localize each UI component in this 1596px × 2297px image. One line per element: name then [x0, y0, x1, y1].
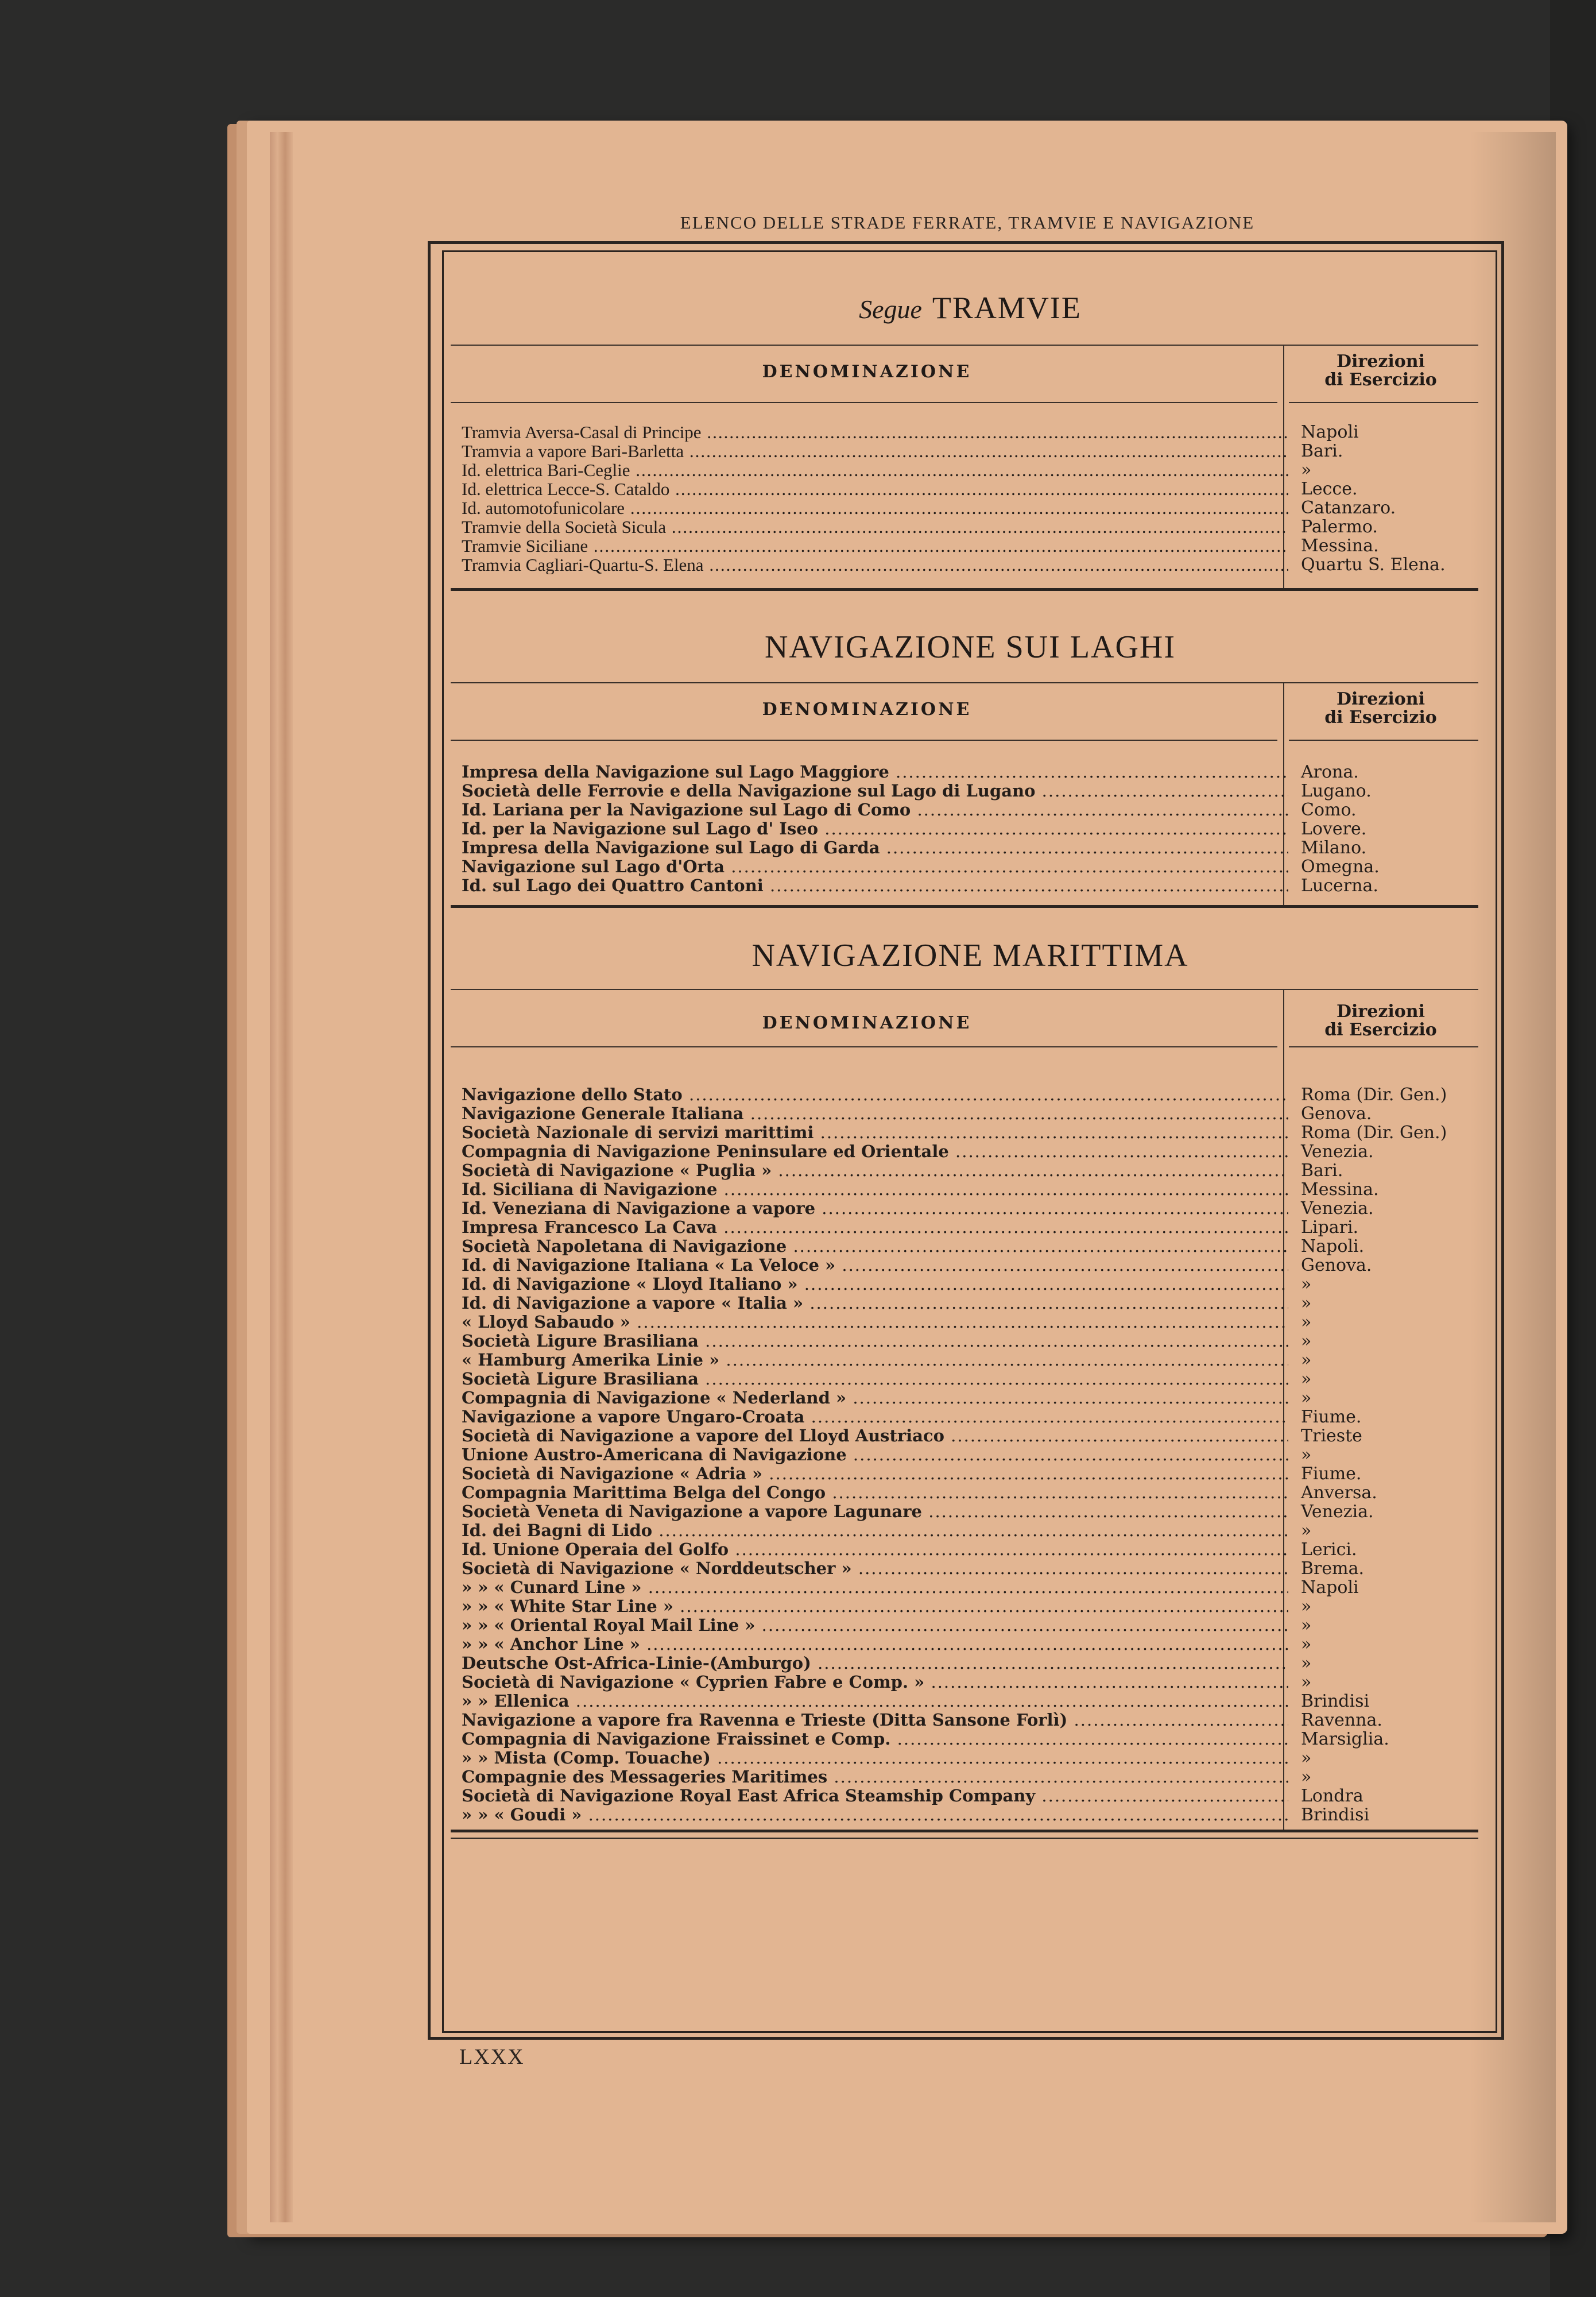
- table-row: [462, 838, 1495, 857]
- row-denominazione: Tramvie Siciliane .....: [462, 536, 1288, 555]
- row-denominazione: Id. Veneziana di Navigazione a vapore .....: [462, 1199, 1288, 1218]
- col-denominazione: DENOMINAZIONE: [762, 362, 972, 382]
- table-row: [462, 1104, 1495, 1123]
- row-direzione: Messina.: [1301, 1180, 1379, 1200]
- col-denominazione: DENOMINAZIONE: [762, 699, 972, 720]
- row-direzione: »: [1301, 1615, 1312, 1635]
- row-direzione: Genova.: [1301, 1104, 1372, 1124]
- row-direzione: Londra: [1301, 1786, 1363, 1806]
- row-direzione: »: [1301, 1274, 1312, 1294]
- row-direzione: Lecce.: [1301, 479, 1358, 499]
- row-direzione: Genova.: [1301, 1255, 1372, 1275]
- row-denominazione: Id. Lariana per la Navigazione sul Lago di Como .....: [462, 801, 1288, 819]
- row-direzione: Milano.: [1301, 838, 1367, 858]
- row-direzione: Roma (Dir. Gen.): [1301, 1123, 1447, 1143]
- table-row: [462, 517, 1495, 536]
- col-direzioni: [1283, 1003, 1478, 1039]
- table-row: [462, 1768, 1495, 1786]
- row-denominazione: » » « Goudi » .....: [462, 1805, 1288, 1824]
- row-denominazione: Tramvia Aversa-Casal di Principe .....: [462, 423, 1288, 442]
- segue-label: Segue: [859, 295, 922, 324]
- row-direzione: Venezia.: [1301, 1198, 1374, 1219]
- row-denominazione: Navigazione a vapore Ungaro-Croata .....: [462, 1407, 1288, 1426]
- col-direzioni-line1: Direzioni: [1337, 1001, 1425, 1022]
- row-direzione: Brindisi: [1301, 1805, 1370, 1825]
- table-row: [462, 1711, 1495, 1730]
- table-row: [462, 1749, 1495, 1768]
- row-denominazione: » » « Cunard Line » .....: [462, 1578, 1288, 1597]
- table-row: [462, 1445, 1495, 1464]
- row-direzione: »: [1301, 1293, 1312, 1313]
- row-direzione: »: [1301, 1634, 1312, 1654]
- table-row: [462, 1294, 1495, 1313]
- row-direzione: Venezia.: [1301, 1142, 1374, 1162]
- row-denominazione: Compagnia di Navigazione « Nederland » .....: [462, 1389, 1288, 1407]
- row-direzione: »: [1301, 1653, 1312, 1673]
- table-row: [462, 1692, 1495, 1711]
- row-direzione: Bari.: [1301, 441, 1343, 461]
- table-row: [462, 1786, 1495, 1805]
- row-direzione: Ravenna.: [1301, 1710, 1382, 1730]
- row-denominazione: Società Napoletana di Navigazione .....: [462, 1237, 1288, 1256]
- table-row: [462, 857, 1495, 876]
- laghi-list: [462, 763, 1495, 895]
- row-direzione: Omegna.: [1301, 857, 1380, 877]
- row-denominazione: Id. Unione Operaia del Golfo .....: [462, 1540, 1288, 1559]
- table-row: [462, 1730, 1495, 1749]
- row-denominazione: Id. Siciliana di Navigazione .....: [462, 1180, 1288, 1199]
- row-direzione: Anversa.: [1301, 1483, 1377, 1503]
- row-direzione: Quartu S. Elena.: [1301, 555, 1446, 575]
- table-row: [462, 1389, 1495, 1407]
- running-head: ELENCO DELLE STRADE FERRATE, TRAMVIE E NAVIGAZIONE: [680, 212, 1255, 233]
- table-row: [462, 1426, 1495, 1445]
- row-direzione: »: [1301, 1331, 1312, 1351]
- row-direzione: Lipari.: [1301, 1217, 1359, 1238]
- row-denominazione: Impresa della Navigazione sul Lago di Garda .....: [462, 838, 1288, 857]
- row-denominazione: Impresa Francesco La Cava .....: [462, 1218, 1288, 1237]
- row-denominazione: Società Ligure Brasiliana .....: [462, 1370, 1288, 1389]
- table-row: [462, 1540, 1495, 1559]
- page-edge: [270, 132, 293, 2222]
- row-denominazione: Tramvia Cagliari-Quartu-S. Elena .....: [462, 555, 1288, 574]
- row-direzione: »: [1301, 1748, 1312, 1768]
- row-denominazione: » » « White Star Line » .....: [462, 1597, 1288, 1616]
- row-denominazione: Società di Navigazione a vapore del Lloyd Austriaco .....: [462, 1426, 1288, 1445]
- row-denominazione: Società di Navigazione « Norddeutscher » .....: [462, 1559, 1288, 1578]
- row-direzione: Fiume.: [1301, 1407, 1362, 1427]
- row-denominazione: Id. sul Lago dei Quattro Cantoni .....: [462, 876, 1288, 895]
- table-row: [462, 1654, 1495, 1673]
- table-row: [462, 1313, 1495, 1332]
- col-denominazione: DENOMINAZIONE: [762, 1013, 972, 1033]
- table-row: [462, 1370, 1495, 1389]
- table-row: [462, 536, 1495, 555]
- row-denominazione: Società delle Ferrovie e della Navigazione sul Lago di Lugano .....: [462, 782, 1288, 801]
- laghi-heading: NAVIGAZIONE SUI LAGHI: [765, 629, 1176, 665]
- table-row: [462, 1351, 1495, 1370]
- row-direzione: »: [1301, 1445, 1312, 1465]
- row-direzione: »: [1301, 1369, 1312, 1389]
- col-direzioni: [1283, 353, 1478, 389]
- row-denominazione: Società di Navigazione « Puglia » .....: [462, 1161, 1288, 1180]
- table-row: [462, 1673, 1495, 1692]
- row-direzione: »: [1301, 1350, 1312, 1370]
- row-denominazione: Società Veneta di Navigazione a vapore Lagunare .....: [462, 1502, 1288, 1521]
- row-denominazione: Navigazione dello Stato .....: [462, 1085, 1288, 1104]
- row-denominazione: Compagnia di Navigazione Fraissinet e Comp. .....: [462, 1730, 1288, 1749]
- table-row: [462, 1332, 1495, 1351]
- row-direzione: Messina.: [1301, 536, 1379, 556]
- table-row: [462, 442, 1495, 461]
- row-direzione: Brema.: [1301, 1559, 1365, 1579]
- row-denominazione: Società di Navigazione « Cyprien Fabre e Comp. » .....: [462, 1673, 1288, 1692]
- laghi-table-header: [451, 682, 1478, 743]
- col-direzioni-line2: di Esercizio: [1324, 370, 1437, 390]
- row-direzione: Roma (Dir. Gen.): [1301, 1085, 1447, 1105]
- tramvie-list: [462, 423, 1495, 574]
- row-denominazione: Unione Austro-Americana di Navigazione .....: [462, 1445, 1288, 1464]
- col-direzioni-line2: di Esercizio: [1324, 1020, 1437, 1040]
- table-row: [462, 1407, 1495, 1426]
- row-denominazione: Id. di Navigazione a vapore « Italia » .....: [462, 1294, 1288, 1313]
- table-row: [462, 1559, 1495, 1578]
- table-row: [462, 1199, 1495, 1218]
- row-direzione: »: [1301, 1521, 1312, 1541]
- table-row: [462, 1502, 1495, 1521]
- table-row: [462, 1218, 1495, 1237]
- row-direzione: »: [1301, 1312, 1312, 1332]
- row-direzione: Venezia.: [1301, 1502, 1374, 1522]
- row-denominazione: Deutsche Ost-Africa-Linie-(Amburgo) .....: [462, 1654, 1288, 1673]
- table-row: [462, 461, 1495, 479]
- row-denominazione: Compagnie des Messageries Maritimes .....: [462, 1768, 1288, 1786]
- row-direzione: Trieste: [1301, 1426, 1362, 1446]
- row-denominazione: « Hamburg Amerika Linie » .....: [462, 1351, 1288, 1370]
- row-direzione: Napoli.: [1301, 1236, 1365, 1256]
- table-row: [462, 1123, 1495, 1142]
- tramvie-bottom-rule: [451, 588, 1478, 591]
- row-direzione: Arona.: [1301, 762, 1359, 782]
- table-row: [462, 1142, 1495, 1161]
- row-denominazione: Compagnia Marittima Belga del Congo .....: [462, 1483, 1288, 1502]
- table-row: [462, 555, 1495, 574]
- table-row: [462, 1578, 1495, 1597]
- col-direzioni-line1: Direzioni: [1337, 689, 1425, 709]
- table-row: [462, 1161, 1495, 1180]
- row-direzione: »: [1301, 1596, 1312, 1617]
- table-row: [462, 1275, 1495, 1294]
- table-row: [462, 1597, 1495, 1616]
- row-denominazione: Id. elettrica Bari-Ceglie .....: [462, 461, 1288, 479]
- table-row: [462, 498, 1495, 517]
- row-direzione: Napoli: [1301, 1577, 1359, 1598]
- table-row: [462, 1464, 1495, 1483]
- row-denominazione: Id. di Navigazione « Lloyd Italiano » .....: [462, 1275, 1288, 1294]
- table-row: [462, 1256, 1495, 1275]
- row-direzione: Catanzaro.: [1301, 498, 1396, 518]
- row-direzione: Bari.: [1301, 1161, 1343, 1181]
- row-denominazione: Id. per la Navigazione sul Lago d' Iseo .....: [462, 819, 1288, 838]
- table-row: [462, 782, 1495, 801]
- row-denominazione: » » « Oriental Royal Mail Line » .....: [462, 1616, 1288, 1635]
- row-denominazione: Id. automotofunicolare .....: [462, 498, 1288, 517]
- row-denominazione: Navigazione Generale Italiana .....: [462, 1104, 1288, 1123]
- row-direzione: Lugano.: [1301, 781, 1372, 801]
- row-direzione: »: [1301, 1388, 1312, 1408]
- row-denominazione: Navigazione a vapore fra Ravenna e Trieste (Ditta Sansone Forlì) .....: [462, 1711, 1288, 1730]
- table-row: [462, 1237, 1495, 1256]
- row-denominazione: Tramvia a vapore Bari-Barletta .....: [462, 442, 1288, 461]
- row-denominazione: » » Ellenica .....: [462, 1692, 1288, 1711]
- row-denominazione: Id. dei Bagni di Lido .....: [462, 1521, 1288, 1540]
- row-direzione: Fiume.: [1301, 1464, 1362, 1484]
- table-row: [462, 1521, 1495, 1540]
- row-direzione: Como.: [1301, 800, 1357, 820]
- row-direzione: »: [1301, 1767, 1312, 1787]
- table-row: [462, 876, 1495, 895]
- marittima-bottom-rule: [451, 1830, 1478, 1832]
- row-direzione: Lucerna.: [1301, 876, 1378, 896]
- col-direzioni: [1283, 690, 1478, 727]
- row-denominazione: Tramvie della Società Sicula .....: [462, 517, 1288, 536]
- marittima-table-header: [451, 989, 1478, 1050]
- row-direzione: Lovere.: [1301, 819, 1367, 839]
- row-denominazione: » » Mista (Comp. Touache) .....: [462, 1749, 1288, 1768]
- row-denominazione: Id. di Navigazione Italiana « La Veloce » .....: [462, 1256, 1288, 1275]
- marittima-bottom-rule-thin: [451, 1838, 1478, 1839]
- table-row: [462, 1085, 1495, 1104]
- row-denominazione: Navigazione sul Lago d'Orta .....: [462, 857, 1288, 876]
- row-direzione: »: [1301, 1672, 1312, 1692]
- row-direzione: Palermo.: [1301, 517, 1378, 537]
- row-direzione: Brindisi: [1301, 1691, 1370, 1711]
- tramvie-table-header: [451, 345, 1478, 405]
- row-direzione: »: [1301, 460, 1312, 480]
- table-row: [462, 801, 1495, 819]
- row-denominazione: Società Ligure Brasiliana .....: [462, 1332, 1288, 1351]
- row-denominazione: Società di Navigazione Royal East Africa Steamship Company .....: [462, 1786, 1288, 1805]
- row-direzione: Lerici.: [1301, 1540, 1357, 1560]
- row-denominazione: Compagnia di Navigazione Peninsulare ed Orientale .....: [462, 1142, 1288, 1161]
- row-denominazione: Società di Navigazione « Adria » .....: [462, 1464, 1288, 1483]
- table-row: [462, 423, 1495, 442]
- table-row: [462, 763, 1495, 782]
- marittima-list: [462, 1085, 1495, 1824]
- table-row: [462, 1805, 1495, 1824]
- row-direzione: Napoli: [1301, 422, 1359, 442]
- tramvie-heading: TRAMVIE: [932, 291, 1082, 325]
- row-denominazione: » » « Anchor Line » .....: [462, 1635, 1288, 1654]
- col-direzioni-line2: di Esercizio: [1324, 707, 1437, 728]
- table-row: [462, 1635, 1495, 1654]
- table-row: [462, 1483, 1495, 1502]
- laghi-bottom-rule: [451, 905, 1478, 908]
- table-row: [462, 1616, 1495, 1635]
- row-denominazione: Società Nazionale di servizi marittimi .....: [462, 1123, 1288, 1142]
- row-denominazione: « Lloyd Sabaudo » .....: [462, 1313, 1288, 1332]
- col-direzioni-line1: Direzioni: [1337, 351, 1425, 372]
- tramvie-title: [454, 290, 1487, 326]
- folio: LXXX: [459, 2045, 525, 2069]
- table-row: [462, 819, 1495, 838]
- table-row: [462, 1180, 1495, 1199]
- marittima-heading: NAVIGAZIONE MARITTIMA: [751, 938, 1189, 973]
- table-row: [462, 479, 1495, 498]
- row-direzione: Marsiglia.: [1301, 1729, 1389, 1749]
- row-denominazione: Id. elettrica Lecce-S. Cataldo .....: [462, 479, 1288, 498]
- row-denominazione: Impresa della Navigazione sul Lago Maggiore .....: [462, 763, 1288, 782]
